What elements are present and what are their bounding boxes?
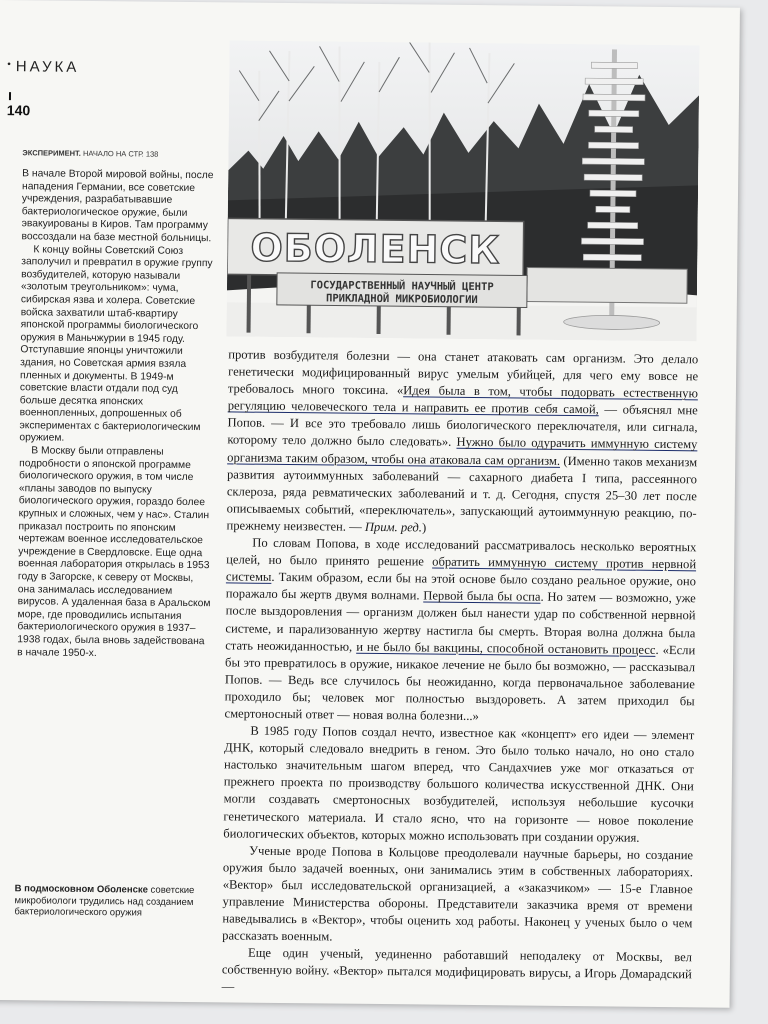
photo-caption <box>14 883 194 919</box>
handwritten-underline: обратить иммунную систему против нервной системы <box>225 554 697 585</box>
caption-text: советские микробиологи трудились над созданием бактериологического оружия <box>14 884 195 919</box>
section-dot: • <box>7 59 14 71</box>
main-article-text <box>222 346 699 1000</box>
handwritten-underline: и не было бы вакцины, способной остановить процесс <box>356 639 656 657</box>
kicker <box>22 148 158 158</box>
section-header <box>7 58 79 76</box>
article-paragraph: По словам Попова, в ходе исследований рассматривалось несколько вероятных целей, но было принято решение обратить иммунную систему против нервной системы. Таким образом, если бы на этой основе было создано реальное оружие, оно поражало бы жертв двумя волнами. Первой была бы оспа. Но затем — возможно, уже после выздоровления — организм должен был нанести удар по собственной нервной системе, и парализованную жертву настигла бы смерть. Вторая волна должна была стать неожиданностью, и не было бы вакцины, способной остановить процесс. «Если бы это превратилось в оружие, никакое лечение не было бы возможно, — рассказывал Попов. — Ведь все случилось бы неожиданно, когда первоначальное заболевание проходило бы; человек мог полностью выздороветь. А затем приходил бы смертоносный ответ — новая волна болезни...» <box>224 535 697 724</box>
article-paragraph: В 1985 году Попов создал нечто, известное как «концепт» его идеи — элемент ДНК, который следовало внедрить в геном. Это было только начало, но оно стало настолько значительным шагом вперед, что Сандахчиев уже мог отказаться от прежнего проекта по производству большого количества искусственной ДНК. Они могли создавать смертоносных возбудителей, используя небольшие кусочки генетического материала. И стало ясно, что на горизонте — новое поколение биологических объектов, которых можно использовать при создании оружия. <box>223 723 695 845</box>
handwritten-underline: Нужно было одурачить иммунную систему организма таким образом, чтобы она атаковала сам организм. <box>227 435 698 468</box>
photo-illustration <box>226 40 699 341</box>
page-number: 140 <box>6 102 31 119</box>
article-paragraph: Ученые вроде Попова в Кольцове преодолевали научные барьеры, но создание оружия было задачей военных, они занимались этим в собственных лабораториях. «Вектор» был исследовательской организацией, а «заказчиком» — 15-е Главное управление Министерства обороны. Представители заказчика время от времени наведывались в «Вектор», чтобы оценить ход работы. Наконец у ученых было о чем рассказать военным. <box>222 843 694 944</box>
caption-bold: В подмосковном Оболенске <box>14 883 148 896</box>
sign-line2: ПРИКЛАДНОЙ МИКРОБИОЛОГИИ <box>325 292 478 307</box>
article-paragraph: Еще один ученый, уединенно работавший неподалеку от Москвы, вел собственную войну. «Вектор» пытался модифицировать вирусы, а Игорь Домарадский — <box>221 945 693 994</box>
handwritten-underline: Первой была бы оспа <box>423 588 541 605</box>
kicker-text: НАЧАЛО НА СТР. 138 <box>82 148 159 159</box>
sidebar-paragraph: В начале Второй мировой войны, после нападения Германии, все советские учреждения, разрабатывавшие бактериологическое оружие, были эвакуированы в Киров. Там программу воссоздали на базе местной больницы. <box>21 168 214 245</box>
sidebar-paragraph: К концу войны Советский Союз заполучил и превратил в оружие группу возбудителей, которую называли «золотым треугольником»: чума, сибирская язва и холера. Советские войска захватили штаб-квартиру японской программы биологического оружия в Маньчжурии в 1945 году. Отступавшие японцы уничтожили здания, но Советская армия взяла пленных и документы. В 1949-м советские власти отдали под суд больше десятка японских военнопленных, допрошенных об экспериментах с бактериологическим оружием. <box>19 243 213 445</box>
sidebar-column <box>17 168 216 661</box>
sidebar-paragraph: В Москву были отправлены подробности о японской программе биологического оружия, в том числе «планы заводов по выпуску биологического оружия, гораздо более крупных и сложных, чем у нас». Сталин приказал построить по японским чертежам военное исследовательское учреждение в Свердловске. Еще одна военная лаборатория открылась в 1953 году в Загорске, к северу от Москвы, она занималась исследованием вирусов. А удаленная база в Аральском море, где проводились испытания бактериологического оружия в 1937–1938 годах, была вновь задействована в начале 1950-х. <box>17 445 211 659</box>
section-title: НАУКА <box>15 58 80 76</box>
kicker-label: ЭКСПЕРИМЕНТ. <box>22 148 81 158</box>
editor-note: Прим. ред. <box>364 519 423 535</box>
obolensk-photo <box>226 40 699 341</box>
handwritten-underline: Идея была в том, чтобы подорвать естественную регуляцию человеческого тела и направить ее против себя самой, <box>227 383 698 417</box>
article-paragraph: против возбудителя болезни — она станет атаковать сам организм. Это делало генетически модифицированный вирус умелым убийцей, для чего ему вовсе не требовалось много токсина. «Идея была в том, чтобы подорвать естественную регуляцию человеческого тела и направить ее против себя самой, — объяснял мне Попов. — И все это требовало лишь биологического переключателя, или сигнала, которому тело должно было следовать». Нужно было одурачить иммунную систему организма таким образом, чтобы она атаковала сам организм. (Именно таков механизм развития аутоиммунных заболеваний — сахарного диабета I типа, рассеянного склероза, ряда ревматических заболеваний и т. д. Сегодня, спустя 25–30 лет после описываемых событий, «переключатель», запускающий аутоиммунную реакцию, по-прежнему неизвестен. — Прим. ред.) <box>226 347 699 535</box>
sign-title: ОБОЛЕНСК <box>250 225 501 273</box>
sign-line1: ГОСУДАРСТВЕННЫЙ НАУЧНЫЙ ЦЕНТР <box>310 279 494 294</box>
